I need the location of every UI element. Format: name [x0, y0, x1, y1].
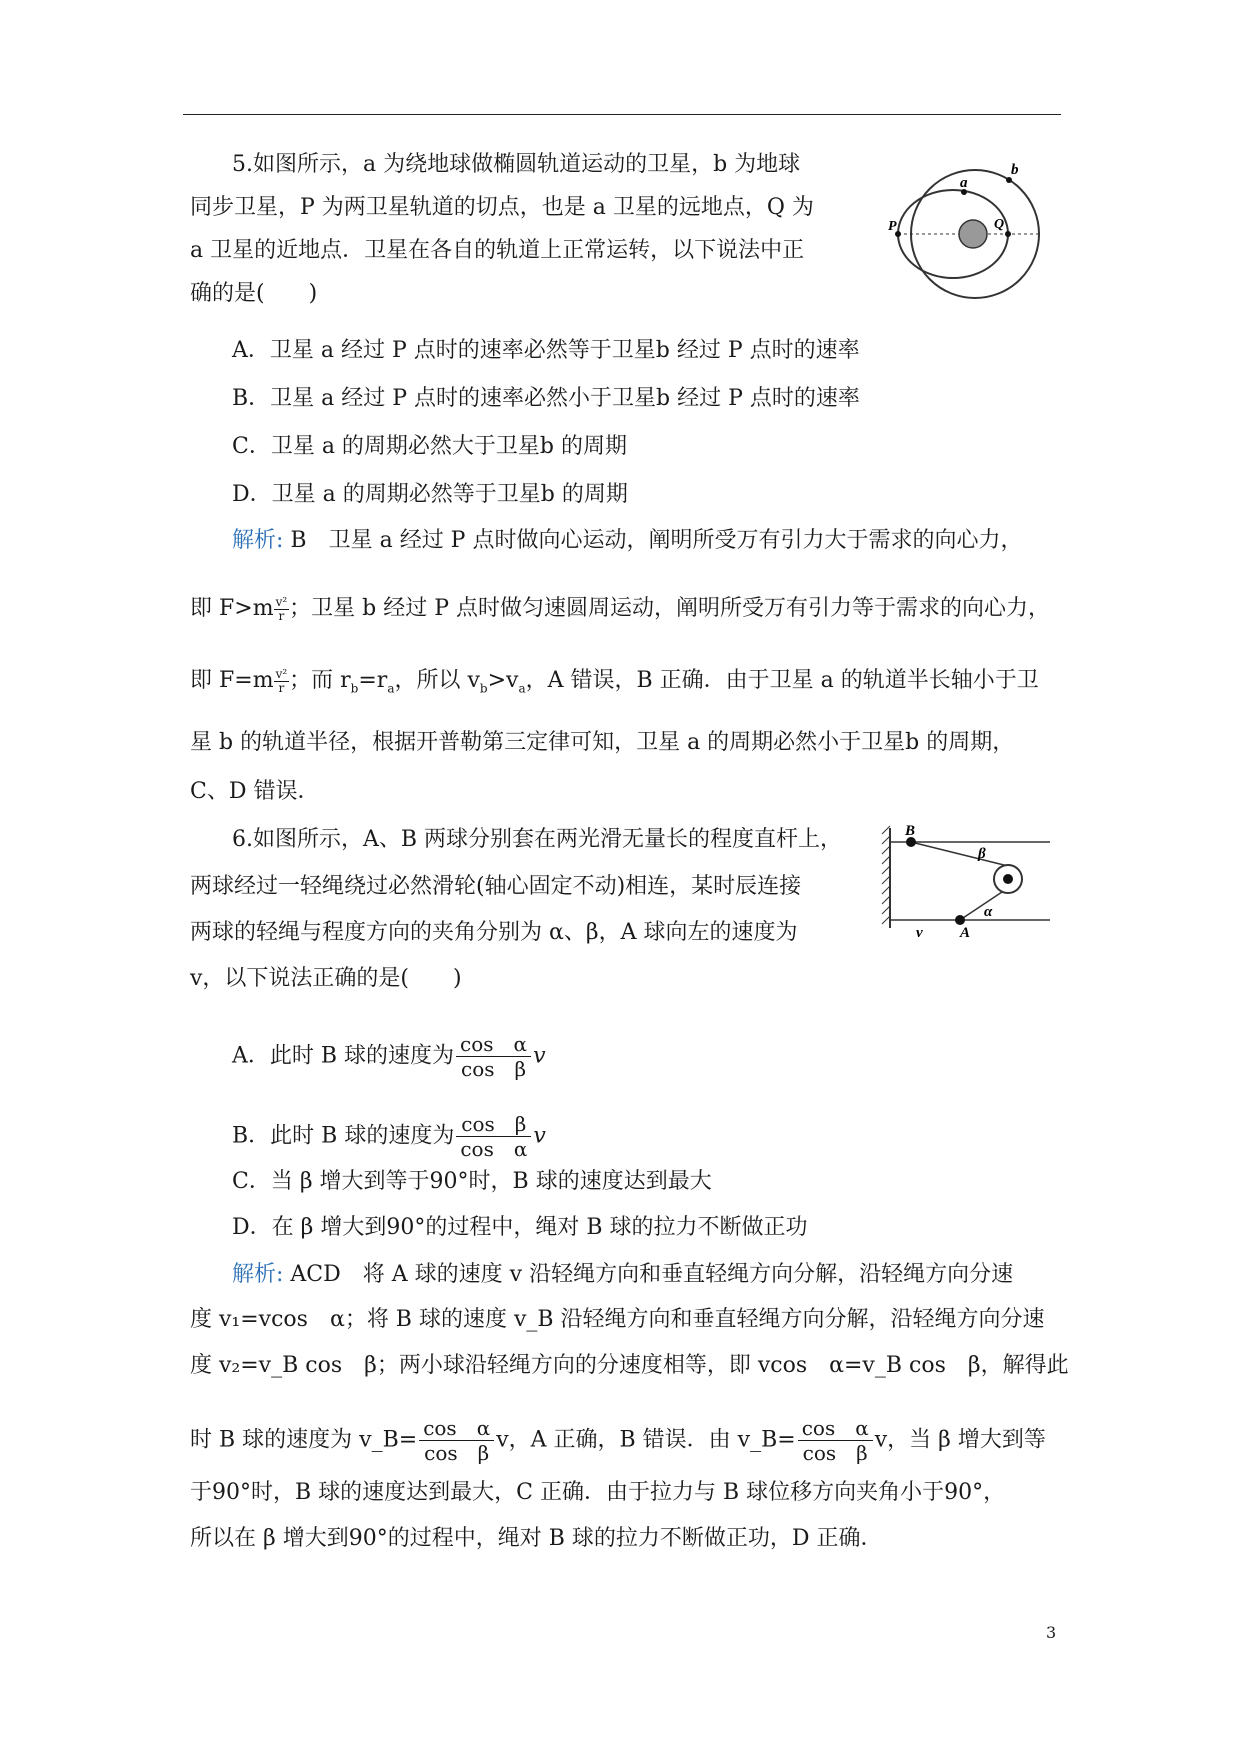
- q6-stem-line-4: v，以下说法正确的是( ): [190, 966, 462, 991]
- label-v: v: [916, 925, 923, 940]
- q5-option-c: C．卫星 a 的周期必然大于卫星b 的周期: [232, 434, 628, 459]
- q5-analysis-line-2: 即 F>m $\frac{\text{v²}}{r}$ ；卫星 b 经过 P 点时做匀速圆周运动，阐明所受万有引力等于需求的向心力，: [190, 594, 1051, 623]
- analysis-label: 解析:: [232, 528, 284, 553]
- page-number: 3: [1046, 1623, 1057, 1642]
- q6-analysis-line-5: 于90°时，B 球的速度达到最大，C 正确．由于拉力与 B 球位移方向夹角小于90°，: [190, 1480, 1006, 1505]
- q5-analysis-line-1: 解析: B 卫星 a 经过 P 点时做向心运动，阐明所受万有引力大于需求的向心力，: [232, 528, 1023, 553]
- point-q: [1005, 231, 1011, 237]
- q5-analysis-line-5: C、D 错误．: [190, 779, 320, 804]
- q5-analysis-line-3: 即 F=m $\frac{\text{v²}}{r}$ ；而 $r_b=r_a$，所以 $v_b>v_a$，A 错误，B 正确．由于卫星 a 的轨道半长轴小于卫: [190, 666, 1039, 696]
- v2-over-r-fraction: $\frac{\text{v²}}{r}$: [275, 594, 288, 623]
- q6-option-a: A．此时 B 球的速度为 $\frac{\text{cos α}}{\text{cos β}}$ v: [232, 1032, 546, 1081]
- cos-ratio-a: $\frac{\text{cos α}}{\text{cos β}}$: [456, 1032, 531, 1081]
- earth: [959, 220, 987, 248]
- cos-ratio-d: $\frac{\text{cos α}}{\text{cos β}}$: [798, 1416, 873, 1465]
- q5-option-a: A．卫星 a 经过 P 点时的速率必然等于卫星b 经过 P 点时的速率: [232, 338, 860, 363]
- rope-a: [960, 890, 1005, 920]
- q5-stem-line-1: 5.如图所示，a 为绕地球做椭圆轨道运动的卫星，b 为地球: [232, 152, 801, 177]
- q6-analysis-line-2: 度 v₁=vcos α；将 B 球的速度 v_B 沿轻绳方向和垂直轻绳方向分解，沿轻绳方向分速: [190, 1307, 1045, 1332]
- q6-pulley-figure: [878, 820, 1058, 940]
- header-rule: [183, 114, 1061, 115]
- q6-option-c: C．当 β 增大到等于90°时，B 球的速度达到最大: [232, 1169, 712, 1194]
- q5-orbit-figure: [888, 160, 1048, 300]
- label-b: B: [905, 823, 916, 839]
- cos-ratio-b: $\frac{\text{cos β}}{\text{cos α}}$: [456, 1112, 531, 1161]
- label-b: b: [1011, 162, 1019, 178]
- q6-analysis-line-6: 所以在 β 增大到90°的过程中，绳对 B 球的拉力不断做正功，D 正确．: [190, 1526, 883, 1551]
- q6-option-b: B．此时 B 球的速度为 $\frac{\text{cos β}}{\text{cos α}}$ v: [232, 1112, 546, 1161]
- label-q: Q: [994, 217, 1005, 232]
- label-beta: β: [978, 846, 986, 862]
- q5-stem-line-4: 确的是( ): [190, 281, 318, 306]
- q6-analysis-line-1: 解析: ACD 将 A 球的速度 v 沿轻绳方向和垂直轻绳方向分解，沿轻绳方向分速: [232, 1262, 1014, 1287]
- q5-option-d: D．卫星 a 的周期必然等于卫星b 的周期: [232, 482, 628, 507]
- q5-option-b: B．卫星 a 经过 P 点时的速率必然小于卫星b 经过 P 点时的速率: [232, 386, 860, 411]
- rope-b: [911, 842, 1016, 868]
- q6-analysis-line-4: 时 B 球的速度为 v_B= $\frac{\text{cos α}}{\text{cos β}}$ v，A 正确，B 错误．由 v_B= $\frac{\text{cos α}}{\text{cos β}}$ v，当 β 增大到等: [190, 1416, 1046, 1465]
- q5-stem-line-2: 同步卫星，P 为两卫星轨道的切点，也是 a 卫星的远地点，Q 为: [190, 195, 814, 220]
- label-alpha: α: [984, 904, 993, 920]
- ball-a: [955, 915, 965, 925]
- label-p: P: [888, 219, 897, 234]
- q6-stem-line-3: 两球的轻绳与程度方向的夹角分别为 α、β，A 球向左的速度为: [190, 920, 798, 945]
- q6-analysis-line-3: 度 v₂=v_B cos β；两小球沿轻绳方向的分速度相等，即 vcos α=v_B cos β，解得此: [190, 1353, 1069, 1378]
- v2-over-r-fraction-2: $\frac{\text{v²}}{r}$: [275, 666, 288, 695]
- pulley-axle: [1003, 874, 1013, 884]
- cos-ratio-c: $\frac{\text{cos α}}{\text{cos β}}$: [419, 1416, 494, 1465]
- q6-stem-line-1: 6.如图所示，A、B 两球分别套在两光滑无量长的程度直杆上，: [232, 827, 843, 852]
- q5-stem-line-3: a 卫星的近地点．卫星在各自的轨道上正常运转，以下说法中正: [190, 238, 805, 263]
- q5-analysis-line-4: 星 b 的轨道半径，根据开普勒第三定律可知，卫星 a 的周期必然小于卫星b 的周期，: [190, 730, 1015, 755]
- label-a: a: [960, 175, 968, 191]
- q6-option-d: D．在 β 增大到90°的过程中，绳对 B 球的拉力不断做正功: [232, 1215, 808, 1240]
- analysis-label-2: 解析:: [232, 1262, 284, 1287]
- q6-stem-line-2: 两球经过一轻绳绕过必然滑轮(轴心固定不动)相连，某时辰连接: [190, 874, 802, 899]
- label-a: A: [960, 925, 971, 940]
